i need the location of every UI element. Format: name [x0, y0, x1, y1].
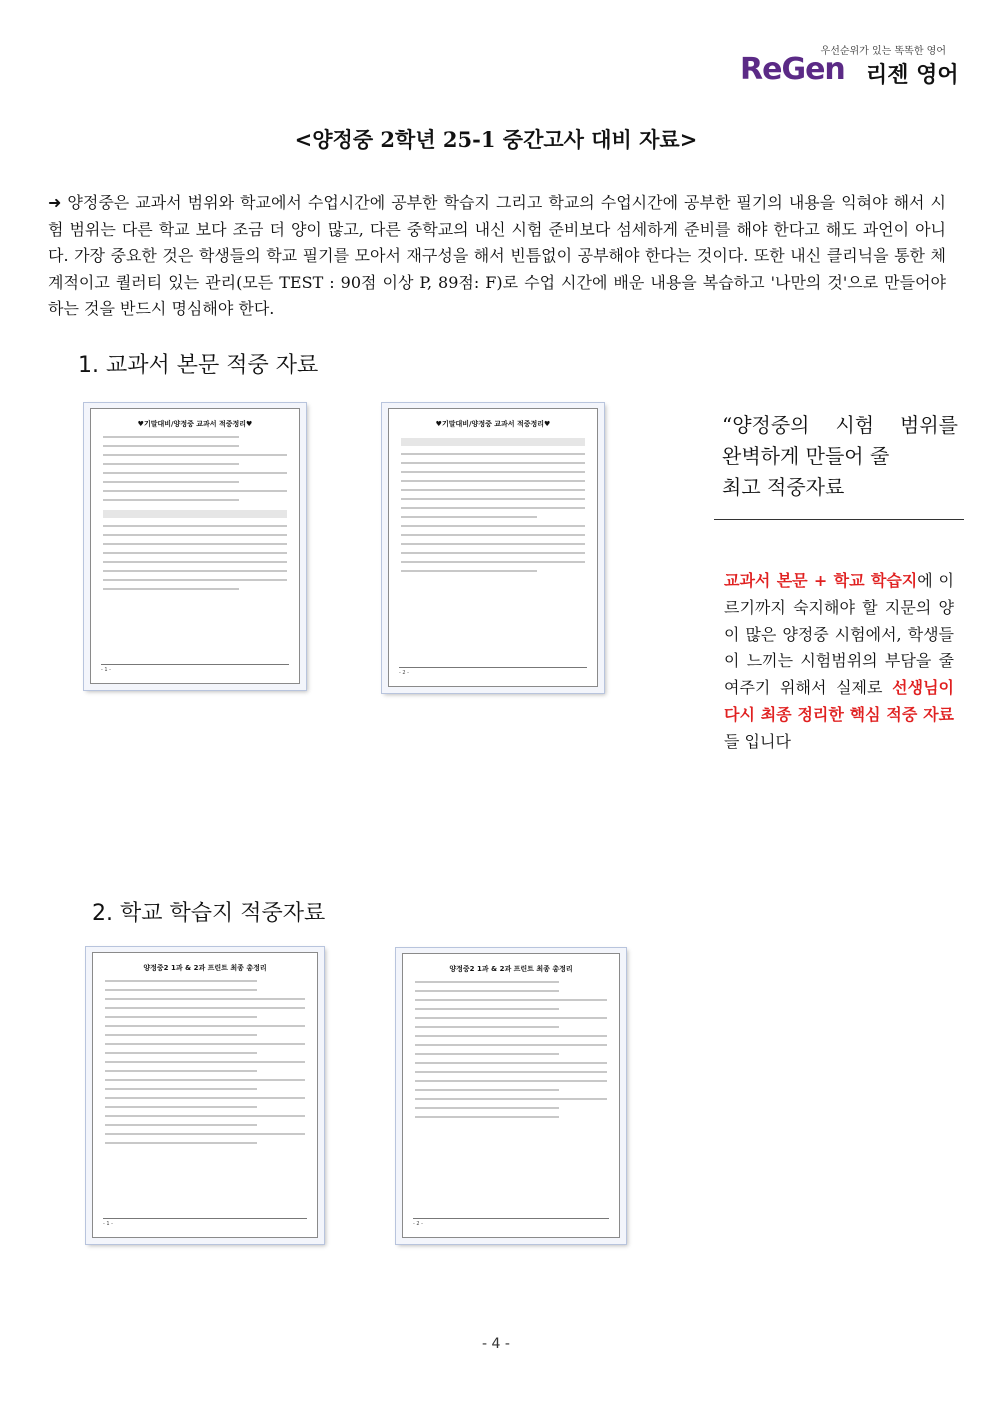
- thumbnail-page: [92, 952, 318, 1238]
- logo-tagline: 우선순위가 있는 똑똑한 영어: [820, 46, 946, 57]
- quote-line-3: 최고 적중자료: [722, 475, 845, 499]
- worksheet-thumbnail-1: [86, 947, 324, 1244]
- thumbnail-title: 양정중2 1과 & 2과 프린트 최종 총정리: [449, 965, 573, 973]
- thumbnail-page: [388, 408, 598, 687]
- desc-body: 에 이르기까지 숙지해야 할 지문의 양이 많은 양정중 시험에서, 학생들이 느끼는 시험범위의 부담을 줄여주기 위해서 실제로: [724, 571, 954, 698]
- desc-end: 들 입니다: [724, 731, 791, 751]
- description-text: [724, 568, 954, 756]
- thumbnail-footer: - 2 -: [399, 667, 587, 676]
- thumbnail-page: [90, 408, 300, 684]
- thumbnail-footer: - 2 -: [413, 1218, 609, 1227]
- textbook-thumbnail-1: [84, 403, 306, 690]
- worksheet-thumbnail-2: [396, 948, 626, 1244]
- quote-divider: [714, 519, 964, 520]
- intro-paragraph: ➜ 양정중은 교과서 범위와 학교에서 수업시간에 공부한 학습지 그리고 학교의 수업시간에 공부한 필기의 내용을 익혀야 해서 시험 범위는 다른 학교 보다 조금 더 양이 많고, 다른 중학교의 내신 시험 준비보다 섬세하게 준비를 해야 한다고 해도 과언이 아니다. 가장 중요한 것은 학생들의 학교 필기를 모아서 재구성을 해서 빈틈없이 공부해야 한다는 것이다. 또한 내신 클리닉을 통한 체계적이고 퀄러티 있는 관리(모든 TEST : 90점 이상 P, 89점: F)로 수업 시간에 배운 내용을 복습하고 '나만의 것'으로 만들어야 하는 것을 반드시 명심해야 한다.: [48, 193, 946, 318]
- thumbnail-title: ♥기말대비/양정중 교과서 적중정리♥: [435, 420, 551, 428]
- thumbnail-title: 양정중2 1과 & 2과 프린트 최종 총정리: [143, 964, 267, 972]
- regen-logo: [738, 42, 959, 88]
- thumbnail-footer: - 1 -: [103, 1218, 307, 1227]
- thumbnail-page: [402, 953, 620, 1238]
- quote-line-2: 완벽하게 만들어 줄: [722, 444, 890, 468]
- section2-heading: 2. 학교 학습지 적중자료: [92, 901, 326, 926]
- quote-line-1: “양정중의 시험 범위를: [722, 413, 958, 437]
- highlight-quote: [722, 410, 958, 503]
- logo-brand: ReGen: [740, 52, 845, 87]
- page-title: <양정중 2학년 25-1 중간고사 대비 자료>: [294, 127, 698, 152]
- desc-emphasis-1: 교과서 본문 + 학교 학습지: [724, 571, 918, 590]
- desc-emphasis-2: 선생님이 다시 최종 정리한 핵심 적중 자료: [724, 678, 954, 724]
- logo-korean: 리젠 영어: [866, 63, 959, 88]
- section1-heading: 1. 교과서 본문 적중 자료: [78, 353, 319, 378]
- thumbnail-title: ♥기말대비/양정중 교과서 적중정리♥: [137, 420, 253, 428]
- thumbnail-footer: - 1 -: [101, 664, 289, 673]
- page-number: - 4 -: [482, 1336, 510, 1352]
- textbook-thumbnail-2: [382, 403, 604, 693]
